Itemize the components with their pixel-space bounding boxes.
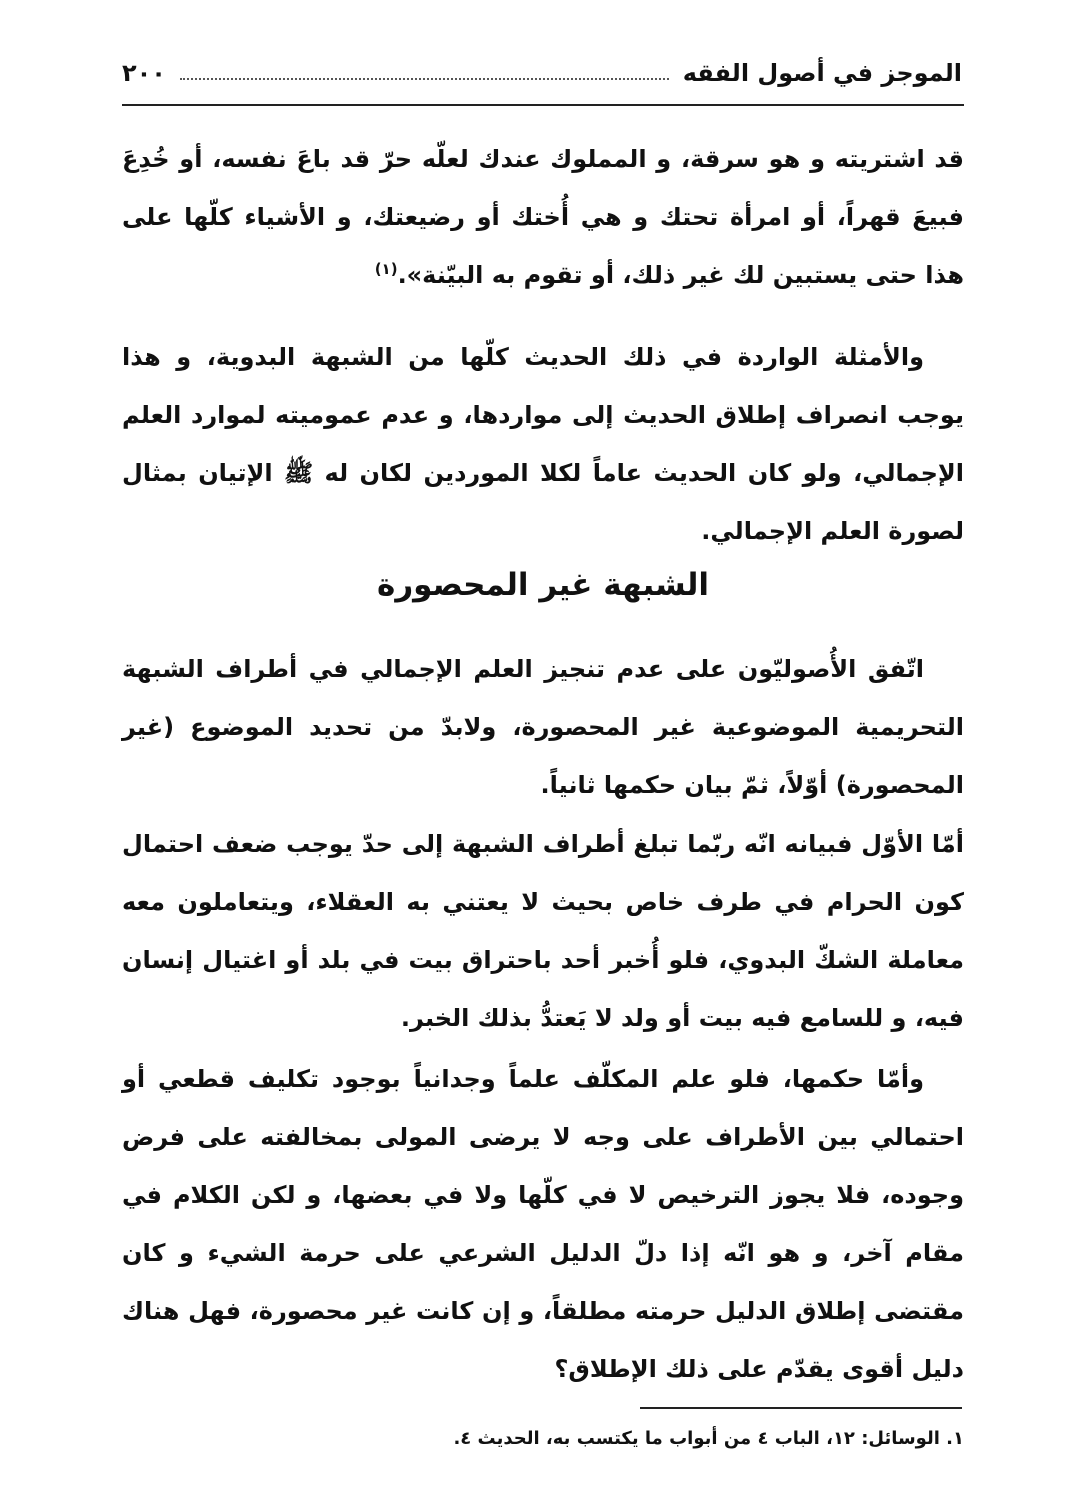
paragraph-3-text: اتّفق الأُصوليّون على عدم تنجيز العلم الإجمالي في أطراف الشبهة التحريمية الموضوعية غير المحصورة، ولابدّ من تحديد الموضوع (غير المحصورة) أوّلاً، ثمّ بيان حكمها ثانياً.: [122, 655, 964, 799]
paragraph-1: [122, 130, 964, 304]
running-header: [122, 52, 962, 94]
header-page-number: ٢٠٠: [122, 59, 166, 87]
header-divider: [122, 104, 964, 106]
footnote-divider: [640, 1407, 962, 1409]
paragraph-2-text: والأمثلة الواردة في ذلك الحديث كلّها من الشبهة البدوية، و هذا يوجب انصراف إطلاق الحديث إلى مواردها، و عدم عموميته لموارد العلم الإجمالي، ولو كان الحديث عاماً لكلا الموردين لكان له ﷺ الإتيان بمثال لصورة العلم الإجمالي.: [122, 343, 964, 545]
header-book-title: الموجز في أصول الفقه: [682, 59, 962, 87]
paragraph-5-text: وأمّا حكمها، فلو علم المكلّف علماً وجدانياً بوجود تكليف قطعي أو احتمالي بين الأطراف على وجه لا يرضى المولى بمخالفته على فرض وجوده، فلا يجوز الترخيص لا في كلّها ولا في بعضها، و لكن الكلام في مقام آخر، و هو انّه إذا دلّ الدليل الشرعي على حرمة الشيء و كان مقتضى إطلاق الدليل حرمته مطلقاً، و إن كانت غير محصورة، فهل هناك دليل أقوى يقدّم على ذلك الإطلاق؟: [122, 1065, 964, 1383]
paragraph-2: [122, 328, 964, 560]
header-dot-leader: [180, 78, 669, 80]
paragraph-3: [122, 640, 964, 814]
footnote: ١. الوسائل: ١٢، الباب ٤ من أبواب ما يكتسب به، الحديث ٤.: [453, 1428, 964, 1449]
footnote-reference: (١): [374, 260, 398, 278]
paragraph-4: [122, 815, 964, 1047]
paragraph-1-text: قد اشتريته و هو سرقة، و المملوك عندك لعلّه حرّ قد باعَ نفسه، أو خُدِعَ فبيعَ قهراً، أو امرأة تحتك و هي أُختك أو رضيعتك، و الأشياء كلّها على هذا حتى يستبين لك غير ذلك، أو تقوم به البيّنة».: [122, 145, 964, 289]
paragraph-5: [122, 1050, 964, 1398]
paragraph-4-text: أمّا الأوّل فبيانه انّه ربّما تبلغ أطراف الشبهة إلى حدّ يوجب ضعف احتمال كون الحرام في طرف خاص بحيث لا يعتني به العقلاء، ويتعاملون معه معاملة الشكّ البدوي، فلو أُخبر أحد باحتراق بيت في بلد أو اغتيال إنسان فيه، و للسامع فيه بيت أو ولد لا يَعتدُّ بذلك الخبر.: [122, 830, 964, 1032]
section-heading: الشبهة غير المحصورة: [377, 567, 709, 603]
